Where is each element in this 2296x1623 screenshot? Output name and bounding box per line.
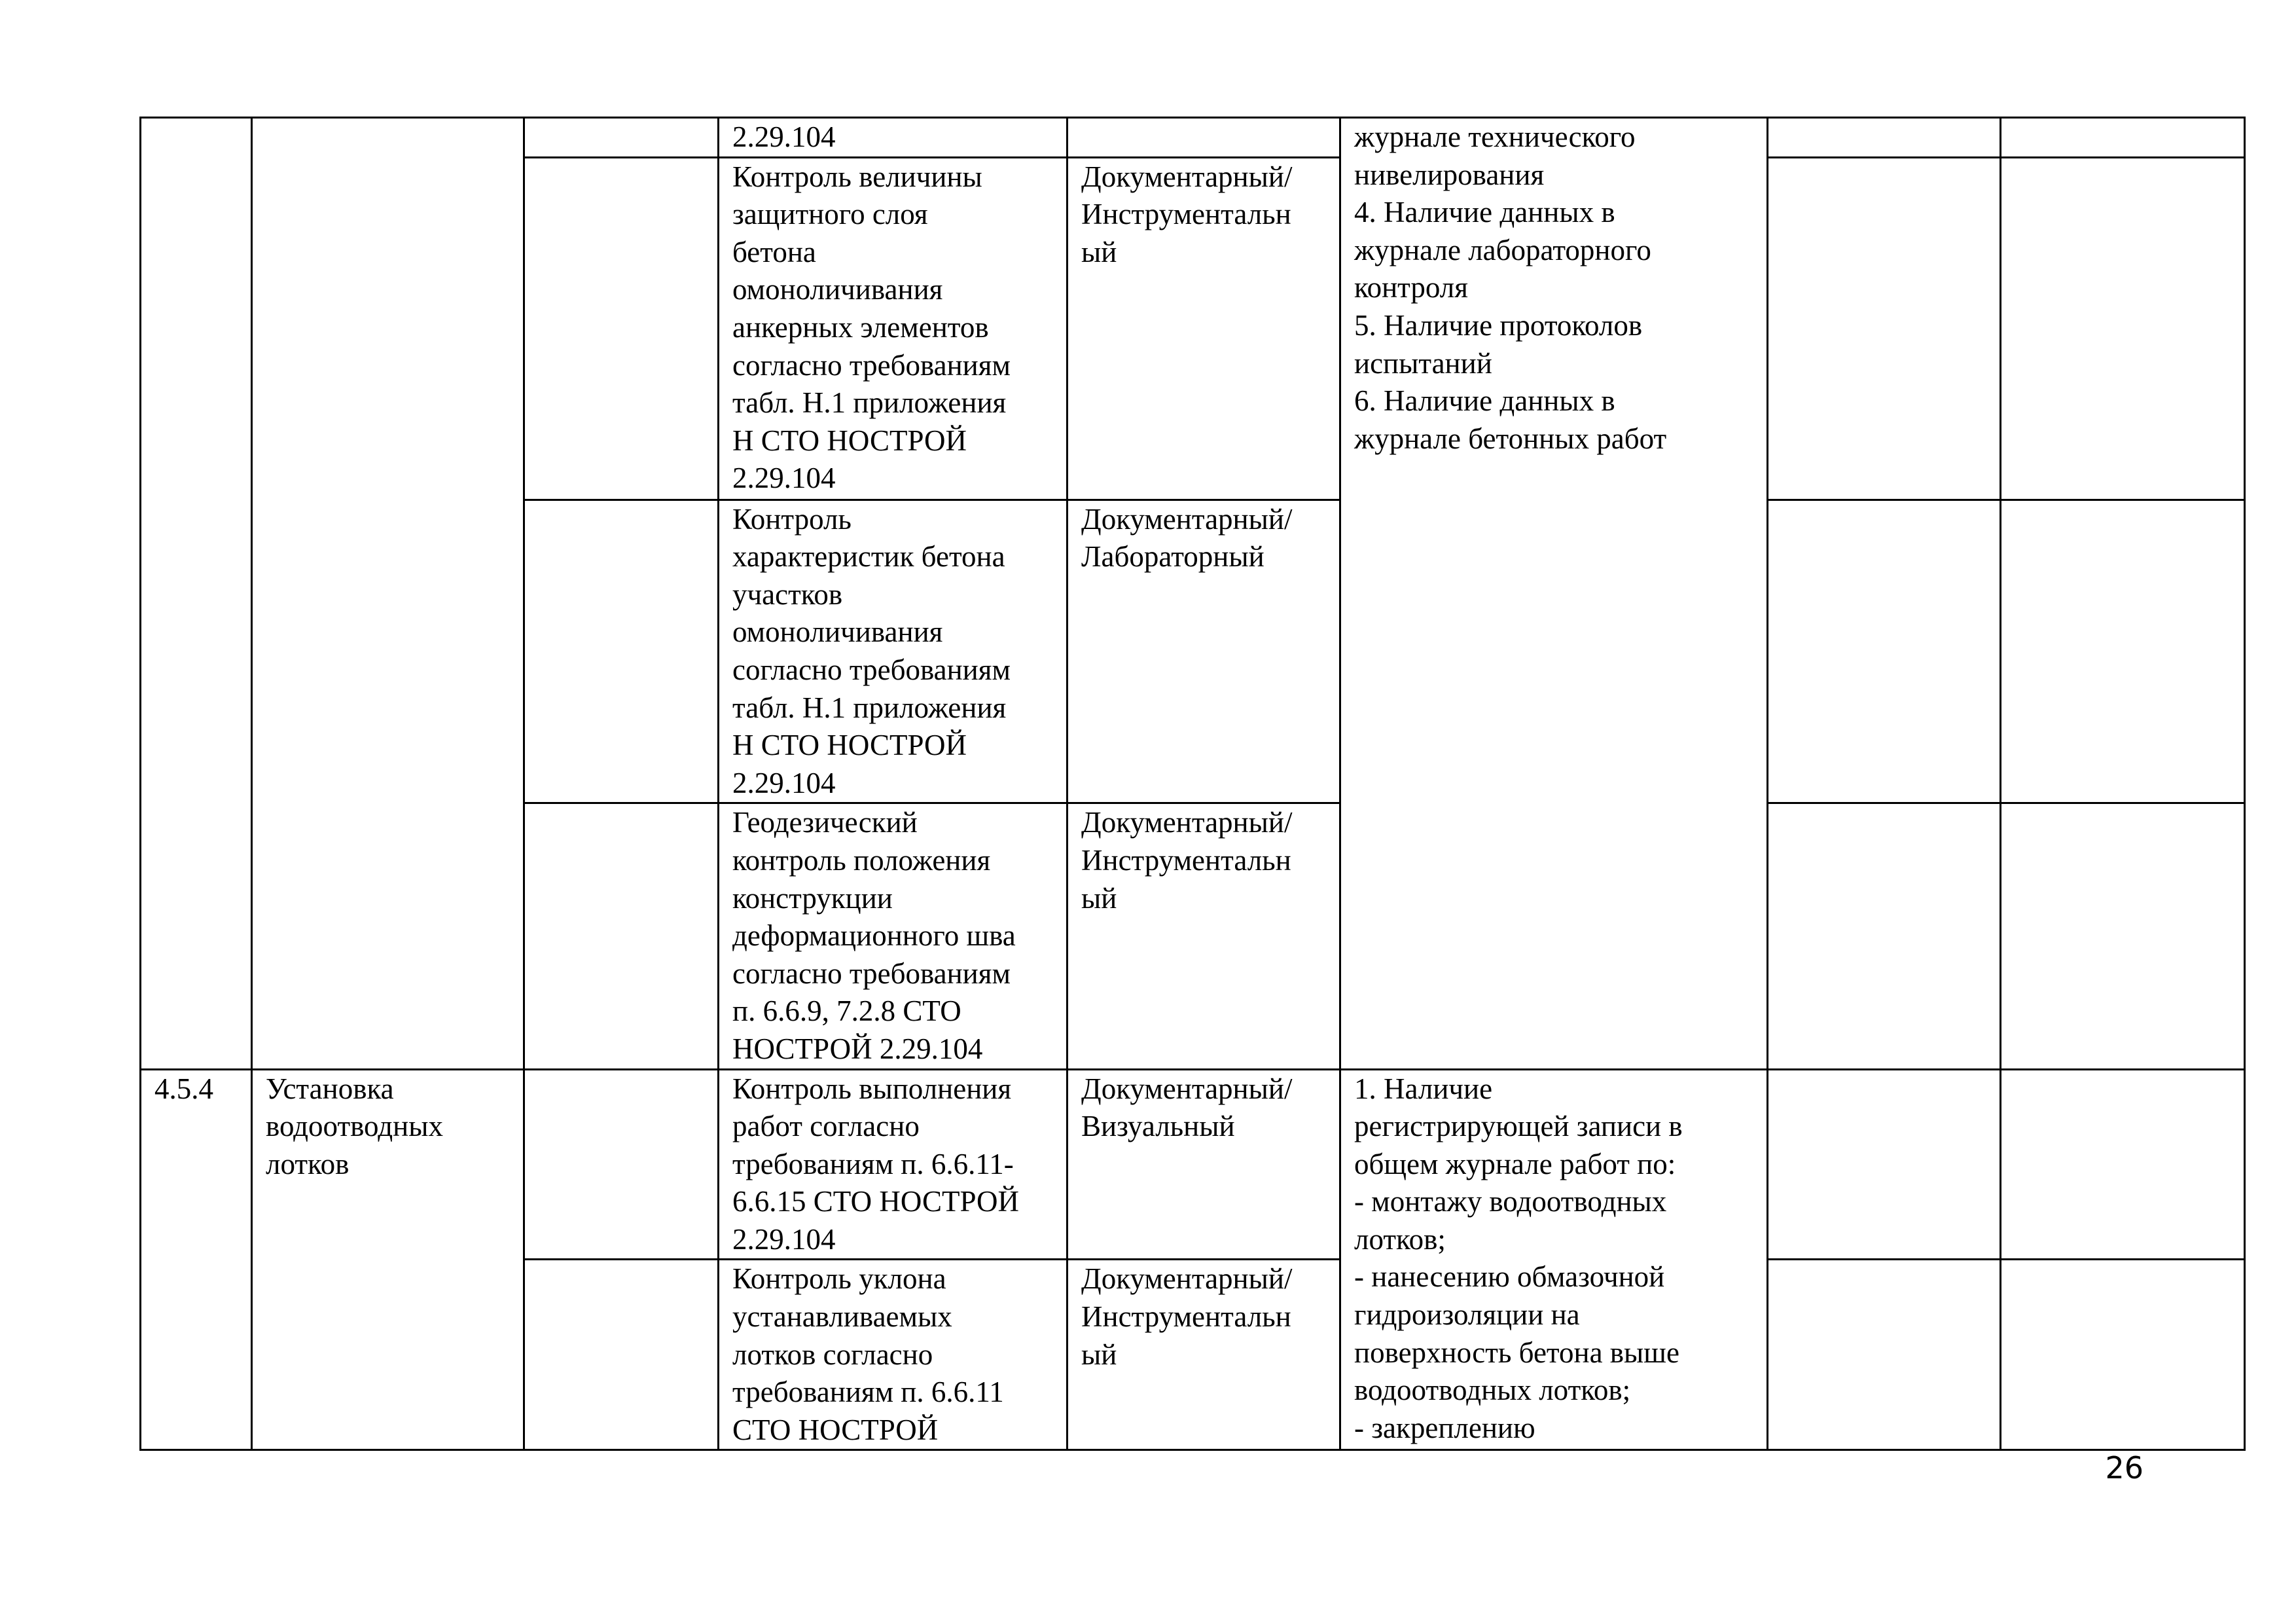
empty-cell <box>2001 803 2245 1069</box>
empty-cell <box>2001 500 2245 803</box>
operation-cell: Контроль уклона устанавливаемых лотков согласно требованиям п. 6.6.11 СТО НОСТРОЙ <box>719 1260 1067 1450</box>
empty-cell <box>1768 803 2001 1069</box>
page-number: 26 <box>2105 1450 2144 1486</box>
method-cell: Документарный/ Инструментальн ый <box>1067 157 1340 500</box>
empty-cell <box>524 803 719 1069</box>
empty-cell <box>1768 118 2001 158</box>
criteria-cell: журнале технического нивелирования 4. Наличие данных в журнале лабораторного контроля 5. Наличие протоколов испытаний 6. Наличие данных в журнале бетонных работ <box>1340 118 1768 1070</box>
method-cell: Документарный/ Визуальный <box>1067 1069 1340 1260</box>
operation-cell: Контроль выполнения работ согласно требованиям п. 6.6.11- 6.6.15 СТО НОСТРОЙ 2.29.104 <box>719 1069 1067 1260</box>
criteria-cell: 1. Наличие регистрирующей записи в общем журнале работ по: - монтажу водоотводных лотков; - нанесению обмазочной гидроизоляции на поверхность бетона выше водоотводных лотков; - закреплению <box>1340 1069 1768 1450</box>
method-cell: Документарный/ Лабораторный <box>1067 500 1340 803</box>
empty-cell <box>2001 118 2245 158</box>
operation-cell: Геодезический контроль положения конструкции деформационного шва согласно требованиям п. 6.6.9, 7.2.8 СТО НОСТРОЙ 2.29.104 <box>719 803 1067 1069</box>
empty-cell <box>1768 1069 2001 1260</box>
empty-cell <box>1768 1260 2001 1450</box>
item-name-cell: Установка водоотводных лотков <box>252 1069 524 1450</box>
operation-cell: Контроль характеристик бетона участков омоноличивания согласно требованиям табл. Н.1 приложения Н СТО НОСТРОЙ 2.29.104 <box>719 500 1067 803</box>
empty-cell <box>524 118 719 158</box>
item-name-cell <box>252 118 524 1070</box>
empty-cell <box>1768 500 2001 803</box>
method-cell <box>1067 118 1340 158</box>
empty-cell <box>1768 157 2001 500</box>
method-cell: Документарный/ Инструментальн ый <box>1067 803 1340 1069</box>
method-cell: Документарный/ Инструментальн ый <box>1067 1260 1340 1450</box>
operation-cell: Контроль величины защитного слоя бетона омоноличивания анкерных элементов согласно требованиям табл. Н.1 приложения Н СТО НОСТРОЙ 2.29.104 <box>719 157 1067 500</box>
empty-cell <box>524 1260 719 1450</box>
table-row <box>141 1069 2245 1260</box>
inspection-table <box>139 117 2246 1451</box>
empty-cell <box>2001 1260 2245 1450</box>
table-row <box>141 118 2245 158</box>
empty-cell <box>524 157 719 500</box>
empty-cell <box>2001 157 2245 500</box>
item-number-cell: 4.5.4 <box>141 1069 252 1450</box>
item-number-cell <box>141 118 252 1070</box>
operation-cell: 2.29.104 <box>719 118 1067 158</box>
empty-cell <box>524 500 719 803</box>
empty-cell <box>2001 1069 2245 1260</box>
empty-cell <box>524 1069 719 1260</box>
